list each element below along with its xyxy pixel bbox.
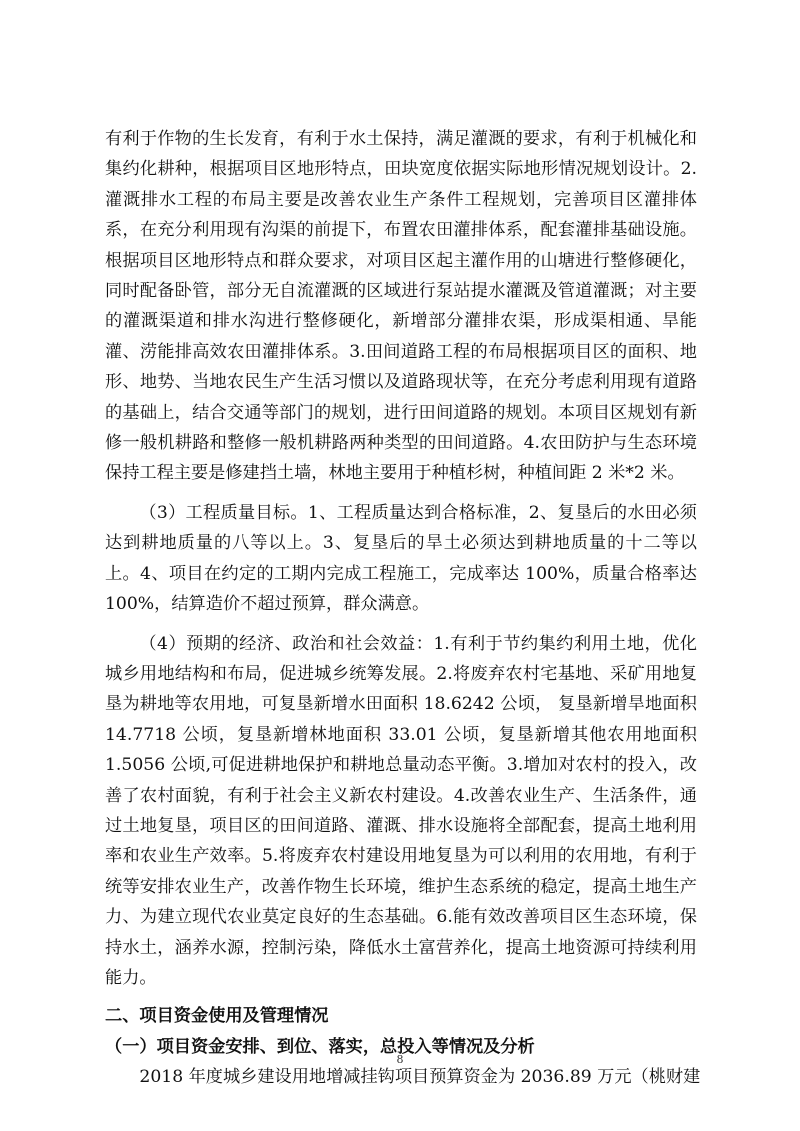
page-body bbox=[105, 124, 701, 1093]
subsection-heading: （一）项目资金安排、到位、落实，总投入等情况及分析 bbox=[105, 1036, 535, 1057]
paragraph-expected-benefits: （4）预期的经济、政治和社会效益：1.有利于节约集约利用土地，优化城乡用地结构和布局，促进城乡统筹发展。2.将废弃农村宅基地、采矿用地复垦为耕地等农用地，可复垦新增水田面积 18.6242 公顷， 复垦新增旱地面积 14.7718 公顷，复垦新增林地面积 33.01 公顷，复垦新增其他农用地面积 1.5056 公顷,可促进耕地保护和耕地总量动态平衡。3.增加对农村的投入，改善了农村面貌，有利于社会主义新农村建设。4.改善农业生产、生活条件，通过土地复垦，项目区的田间道路、灌溉、排水设施将全部配套，提高土地利用率和农业生产效率。5.将废弃农村建设用地复垦为可以利用的农用地，有利于统等安排农业生产，改善作物生长环境，维护生态系统的稳定，提高土地生产力、为建立现代农业莫定良好的生态基础。6.能有效改善项目区生态环境，保持水土，涵养水源，控制污染，降低水土富营养化，提高土地资源可持续利用能力。 bbox=[105, 633, 697, 988]
page-number: 8 bbox=[396, 1053, 404, 1066]
paragraph-budget: 2018 年度城乡建设用地增减挂钩项目预算资金为 2036.89 万元（桃财建 bbox=[139, 1067, 701, 1088]
paragraph-quality-target: （3）工程质量目标。1、工程质量达到合格标准，2、复垦后的水田必须达到耕地质量的八等以上。3、复垦后的旱土必须达到耕地质量的十二等以上。4、项目在约定的工期内完成工程施工，完成率达 100%，质量合格率达 100%，结算造价不超过预算，群众满意。 bbox=[105, 502, 697, 615]
paragraph-land-layout: 有利于作物的生长发育，有利于水土保持，满足灌溉的要求，有利于机械化和集约化耕种，根据项目区地形特点，田块宽度依据实际地形情况规划设计。2.灌溉排水工程的布局主要是改善农业生产条件工程规划，完善项目区灌排体系，在充分利用现有沟渠的前提下，布置农田灌排体系，配套灌排基础设施。根据项目区地形特点和群众要求，对项目区起主灌作用的山塘进行整修硬化，同时配备卧管，部分无自流灌溉的区域进行泵站提水灌溉及管道灌溉；对主要的灌溉渠道和排水沟进行整修硬化，新增部分灌排农渠，形成渠相通、旱能灌、涝能排高效农田灌排体系。3.田间道路工程的布局根据项目区的面积、地形、地势、当地农民生产生活习惯以及道路现状等，在充分考虑利用现有道路的基础上，结合交通等部门的规划，进行田间道路的规划。本项目区规划有新修一般机耕路和整修一般机耕路两种类型的田间道路。4.农田防护与生态环境保持工程主要是修建挡土墙，林地主要用于种植杉树，种植间距 2 米*2 米。 bbox=[105, 129, 697, 484]
section-heading: 二、项目资金使用及管理情况 bbox=[105, 1006, 329, 1027]
